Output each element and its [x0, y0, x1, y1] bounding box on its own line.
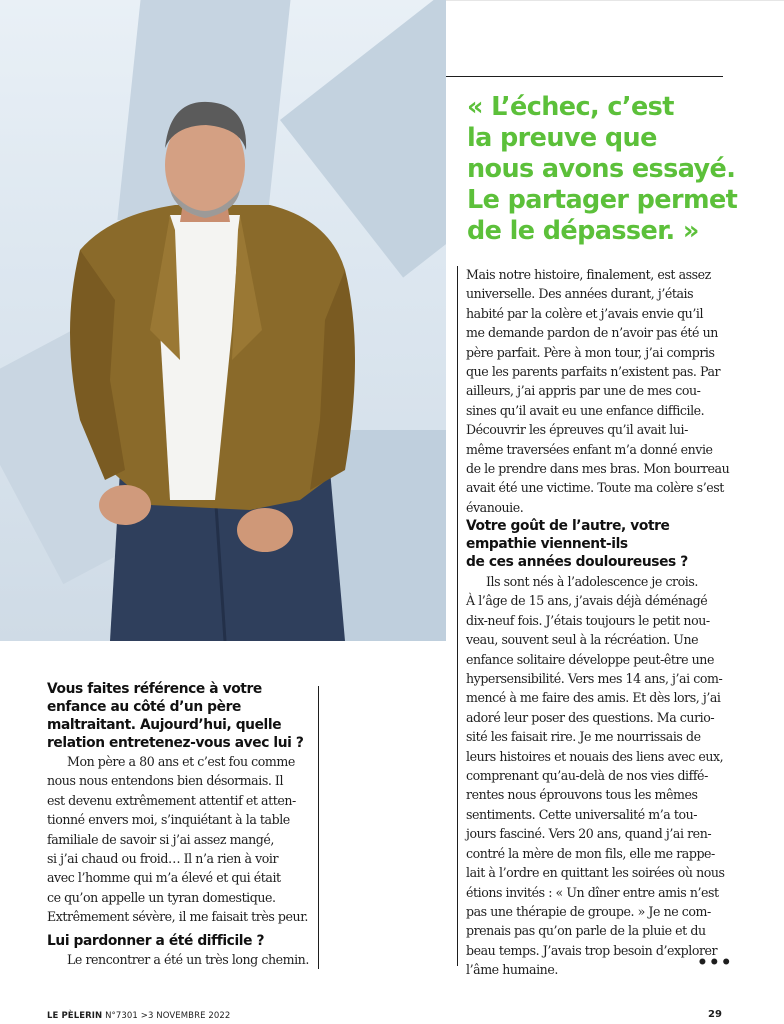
text-line: évanouie.: [466, 499, 524, 515]
text-line: veau, souvent seul à la récréation. Une: [466, 632, 699, 648]
portrait-photo: [0, 0, 446, 641]
text-line: adoré leur poser des questions. Ma curio-: [466, 709, 715, 725]
quote-line: la preuve que: [467, 123, 657, 153]
question-line: de ces années douloureuses ?: [466, 554, 688, 570]
text-line: beau temps. J’avais trop besoin d’explorer: [466, 942, 718, 958]
text-line: l’âme humaine.: [466, 962, 558, 978]
text-line: ce qu’on appelle un tyran domestique.: [47, 889, 276, 905]
question-line: empathie viennent-ils: [466, 536, 628, 552]
text-line: Découvrir les épreuves qu’il avait lui-: [466, 422, 688, 438]
text-line: de le prendre dans mes bras. Mon bourreau: [466, 461, 730, 477]
column-rule: [446, 76, 723, 77]
text-line: jours fasciné. Vers 20 ans, quand j’ai ren-: [466, 826, 712, 842]
text-line: Le rencontrer a été un très long chemin.: [67, 952, 309, 967]
text-line: Mon père a 80 ans et c’est fou comme: [67, 754, 295, 769]
text-line: universelle. Des années durant, j’étais: [466, 286, 694, 302]
text-line: même traversées enfant m’a donné envie: [466, 441, 713, 457]
text-line: rentes nous éprouvons tous les mêmes: [466, 787, 698, 803]
page-number: 29: [708, 1009, 722, 1020]
text-line: sité les faisait rire. Je me nourrissais de: [466, 729, 701, 745]
text-line: nous nous entendons bien désormais. Il: [47, 773, 284, 789]
text-line: avec l’homme qui m’a élevé et qui était: [47, 870, 281, 886]
text-line: Mais notre histoire, finalement, est assez: [466, 267, 711, 282]
quote-line: nous avons essayé.: [467, 154, 736, 184]
continued-marker: •••: [697, 953, 733, 973]
text-line: familiale de savoir si j’ai assez mangé,: [47, 831, 274, 847]
text-line: pas une thérapie de groupe. » Je ne com-: [466, 903, 711, 919]
text-line: hypersensibilité. Vers mes 14 ans, j’ai com-: [466, 671, 723, 687]
interview-question: [47, 932, 264, 950]
column-divider: [318, 686, 319, 969]
interview-question: [47, 680, 304, 752]
man-figure-illustration: [0, 0, 446, 641]
question-line: Votre goût de l’autre, votre: [466, 518, 670, 534]
article-paragraph: [466, 265, 729, 517]
question-line: enfance au côté d’un père: [47, 699, 241, 715]
text-line: leurs histoires et nouais des liens avec eux,: [466, 748, 724, 764]
article-paragraph: [47, 752, 308, 927]
text-line: lait à l’ordre en quittant les soirées où nous: [466, 865, 725, 881]
text-line: comprenant qu’au-delà de nos vies diffé-: [466, 768, 708, 784]
text-line: enfance solitaire développe peut-être une: [466, 651, 714, 667]
magazine-name: LE PÈLERIN: [47, 1011, 103, 1021]
text-line: me demande pardon de n’avoir pas été un: [466, 325, 718, 341]
article-paragraph: [47, 950, 309, 969]
page-footer: [47, 1011, 230, 1021]
text-line: Ils sont nés à l’adolescence je crois.: [486, 574, 698, 589]
text-line: prenais pas qu’on parle de la pluie et du: [466, 923, 706, 939]
text-line: habité par la colère et j’avais envie qu’il: [466, 305, 704, 321]
question-line: Lui pardonner a été difficile ?: [47, 933, 265, 949]
quote-line: « L’échec, c’est: [467, 92, 674, 122]
text-line: dix-neuf fois. J’étais toujours le petit nou-: [466, 612, 710, 628]
pull-quote: [467, 92, 738, 247]
question-line: maltraitant. Aujourd’hui, quelle: [47, 717, 282, 733]
text-line: mencé à me faire des amis. Et dès lors, j’ai: [466, 690, 721, 706]
quote-line: Le partager permet: [467, 185, 738, 215]
text-line: est devenu extrêmement attentif et atten-: [47, 792, 296, 808]
text-line: ailleurs, j’ai appris par une de mes cou-: [466, 383, 701, 399]
text-line: contré la mère de mon fils, elle me rappe-: [466, 845, 715, 861]
article-paragraph: [466, 572, 725, 980]
question-line: Vous faites référence à votre: [47, 681, 262, 697]
text-line: si j’ai chaud ou froid… Il n’a rien à voir: [47, 851, 279, 867]
text-line: tionné envers moi, s’inquiétant à la table: [47, 812, 290, 828]
text-line: sines qu’il avait eu une enfance difficile.: [466, 402, 705, 418]
text-line: père parfait. Père à mon tour, j’ai compris: [466, 344, 715, 360]
quote-line: de le dépasser. »: [467, 216, 699, 246]
interview-question: [466, 517, 688, 571]
text-line: avait été une victime. Toute ma colère s’est: [466, 480, 724, 496]
text-line: que les parents parfaits n’existent pas. Par: [466, 364, 721, 380]
column-divider: [457, 266, 458, 966]
text-line: À l’âge de 15 ans, j’avais déjà déménagé: [466, 593, 708, 609]
question-line: relation entretenez-vous avec lui ?: [47, 735, 304, 751]
text-line: étions invités : « Un dîner entre amis n’est: [466, 884, 719, 900]
text-line: Extrêmement sévère, il me faisait très peur.: [47, 909, 308, 925]
text-line: sentiments. Cette universalité m’a tou-: [466, 806, 698, 822]
issue-info: N°7301 >3 NOVEMBRE 2022: [105, 1011, 231, 1021]
